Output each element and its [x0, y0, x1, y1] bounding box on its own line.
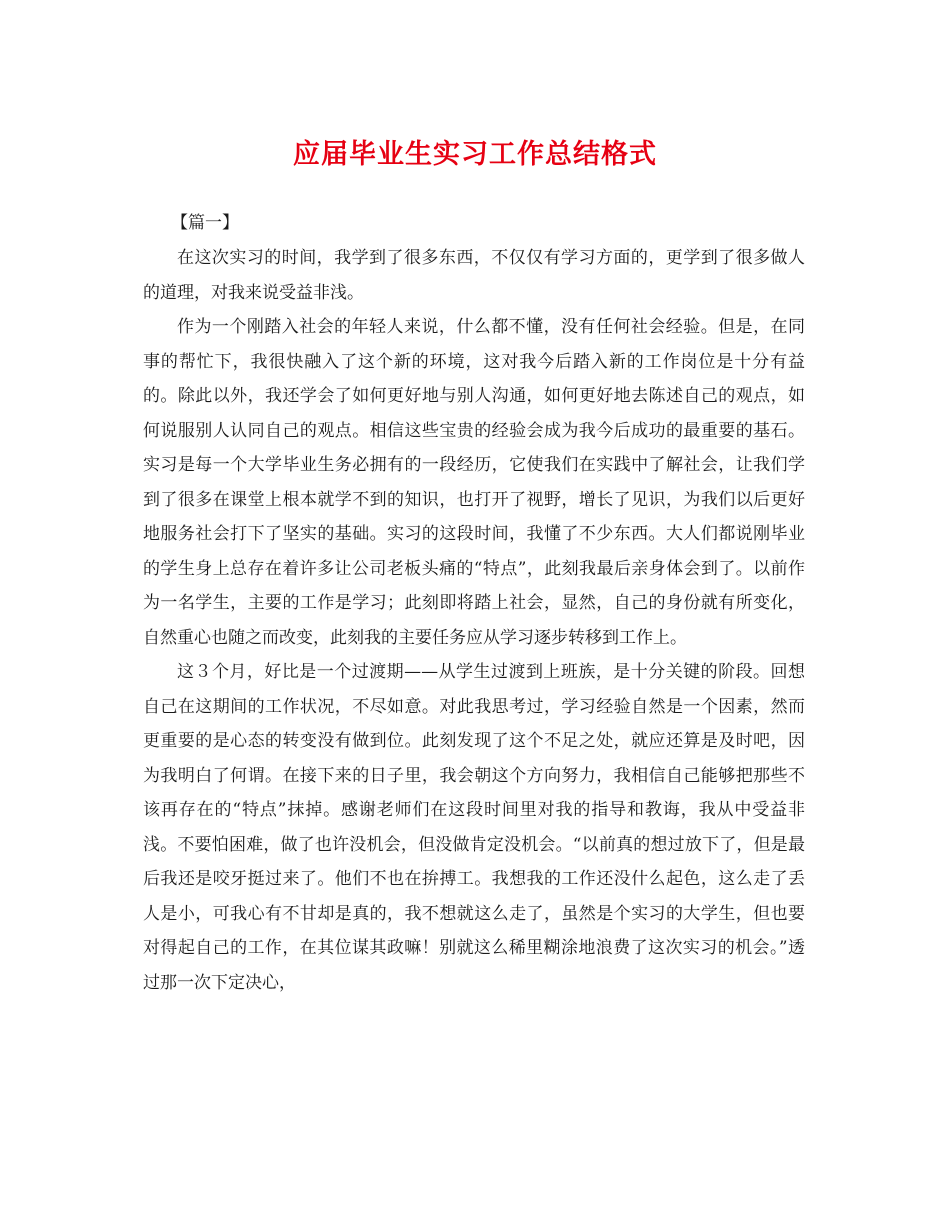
paragraph-2: 作为一个刚踏入社会的年轻人来说，什么都不懂，没有任何社会经验。但是，在同事的帮忙下，我很快融入了这个新的环境，这对我今后踏入新的工作岗位是十分有益的。除此以外，我还学会了如何更好地与别人沟通，如何更好地去陈述自己的观点，如何说服别人认同自己的观点。相信这些宝贵的经验会成为我今后成功的最重要的基石。实习是每一个大学毕业生务必拥有的一段经历，它使我们在实践中了解社会，让我们学到了很多在课堂上根本就学不到的知识，也打开了视野，增长了见识，为我们以后更好地服务社会打下了坚实的基础。实习的这段时间，我懂了不少东西。大人们都说刚毕业的学生身上总存在着许多让公司老板头痛的“特点”，此刻我最后亲身体会到了。以前作为一名学生，主要的工作是学习；此刻即将踏上社会，显然，自己的身份就有所变化，自然重心也随之而改变，此刻我的主要任务应从学习逐步转移到工作上。: [143, 317, 805, 648]
paragraph-1: 在这次实习的时间，我学到了很多东西，不仅仅有学习方面的，更学到了很多做人的道理，对我来说受益非浅。: [143, 248, 805, 303]
document-body: [143, 241, 805, 1000]
section-label: 【篇一】: [171, 213, 239, 233]
document-title: 应届毕业生实习工作总结格式: [293, 139, 657, 170]
paragraph-3: 这３个月，好比是一个过渡期——从学生过渡到上班族，是十分关键的阶段。回想自己在这期间的工作状况，不尽如意。对此我思考过，学习经验自然是一个因素，然而更重要的是心态的转变没有做到位。此刻发现了这个不足之处，就应还算是及时吧，因为我明白了何谓。在接下来的日子里，我会朝这个方向努力，我相信自己能够把那些不该再存在的“特点”抹掉。感谢老师们在这段时间里对我的指导和教诲，我从中受益非浅。不要怕困难，做了也许没机会，但没做肯定没机会。“以前真的想过放下了，但是最后我还是咬牙挺过来了。他们不也在拚搏工。我想我的工作还没什么起色，这么走了丢人是小，可我心有不甘却是真的，我不想就这么走了，虽然是个实习的大学生，但也要对得起自己的工作，在其位谋其政嘛！别就这么稀里糊涂地浪费了这次实习的机会。”透过那一次下定决心，: [143, 662, 805, 993]
